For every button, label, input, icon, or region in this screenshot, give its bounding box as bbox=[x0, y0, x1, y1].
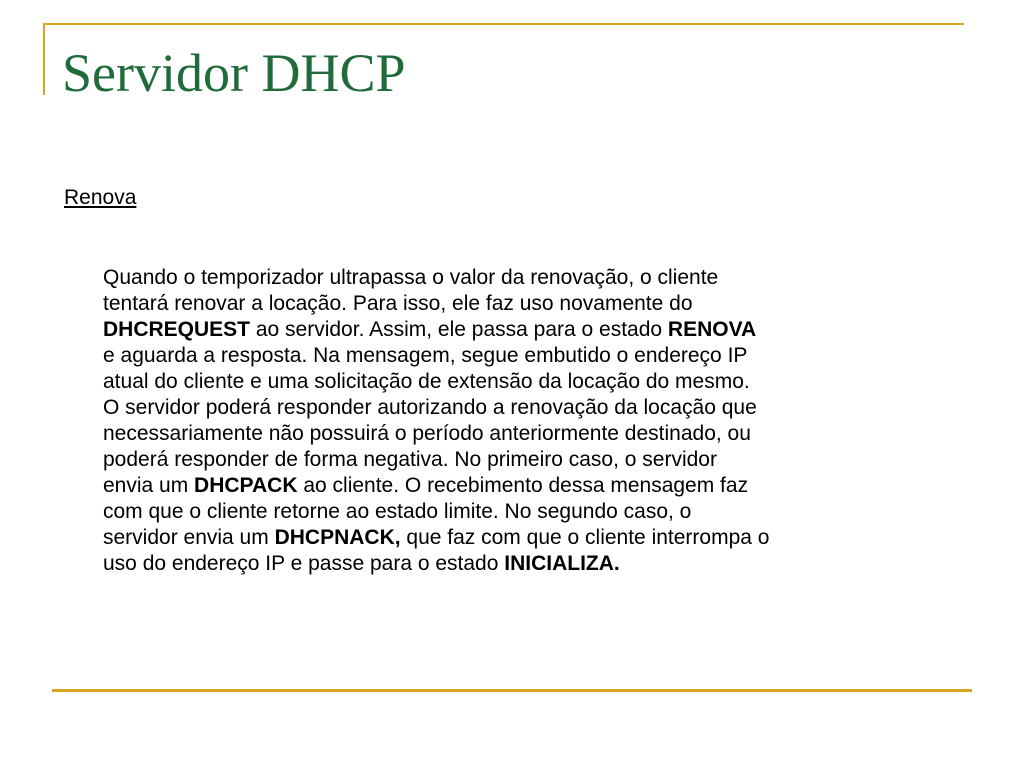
paragraph-line bbox=[103, 551, 983, 577]
paragraph-line: atual do cliente e uma solicitação de extensão da locação do mesmo. bbox=[103, 370, 750, 393]
paragraph-line bbox=[103, 525, 983, 551]
body-paragraph bbox=[103, 265, 983, 577]
paragraph-line: Quando o temporizador ultrapassa o valor da renovação, o cliente bbox=[103, 266, 719, 289]
paragraph-text: uso do endereço IP e passe para o estado bbox=[103, 552, 505, 575]
paragraph-text: envia um bbox=[103, 474, 195, 497]
paragraph-line bbox=[103, 473, 983, 499]
paragraph-line: poderá responder de forma negativa. No primeiro caso, o servidor bbox=[103, 448, 717, 471]
paragraph-line: e aguarda a resposta. Na mensagem, segue embutido o endereço IP bbox=[103, 344, 748, 367]
keyword-dhcrequest: DHCREQUEST bbox=[103, 318, 251, 341]
paragraph-line bbox=[103, 317, 983, 343]
paragraph-line: necessariamente não possuirá o período anteriormente destinado, ou bbox=[103, 422, 751, 445]
keyword-dhcpack: DHCPACK bbox=[194, 474, 298, 497]
page-title: Servidor DHCP bbox=[62, 43, 406, 103]
top-accent-line bbox=[44, 23, 964, 25]
paragraph-text: ao cliente. O recebimento dessa mensagem faz bbox=[297, 474, 749, 497]
bottom-accent-line bbox=[52, 689, 972, 692]
keyword-inicializa: INICIALIZA. bbox=[504, 552, 620, 575]
paragraph-line: O servidor poderá responder autorizando a renovação da locação que bbox=[103, 396, 757, 419]
paragraph-line: tentará renovar a locação. Para isso, ele faz uso novamente do bbox=[103, 292, 693, 315]
paragraph-text: servidor envia um bbox=[103, 526, 275, 549]
paragraph-line: com que o cliente retorne ao estado limite. No segundo caso, o bbox=[103, 500, 692, 523]
keyword-renova: RENOVA bbox=[667, 318, 757, 341]
keyword-dhcpnack: DHCPNACK, bbox=[274, 526, 401, 549]
paragraph-text: ao servidor. Assim, ele passa para o estado bbox=[250, 318, 668, 341]
left-accent-line bbox=[43, 23, 45, 95]
section-heading: Renova bbox=[64, 186, 137, 209]
paragraph-text: que faz com que o cliente interrompa o bbox=[400, 526, 770, 549]
